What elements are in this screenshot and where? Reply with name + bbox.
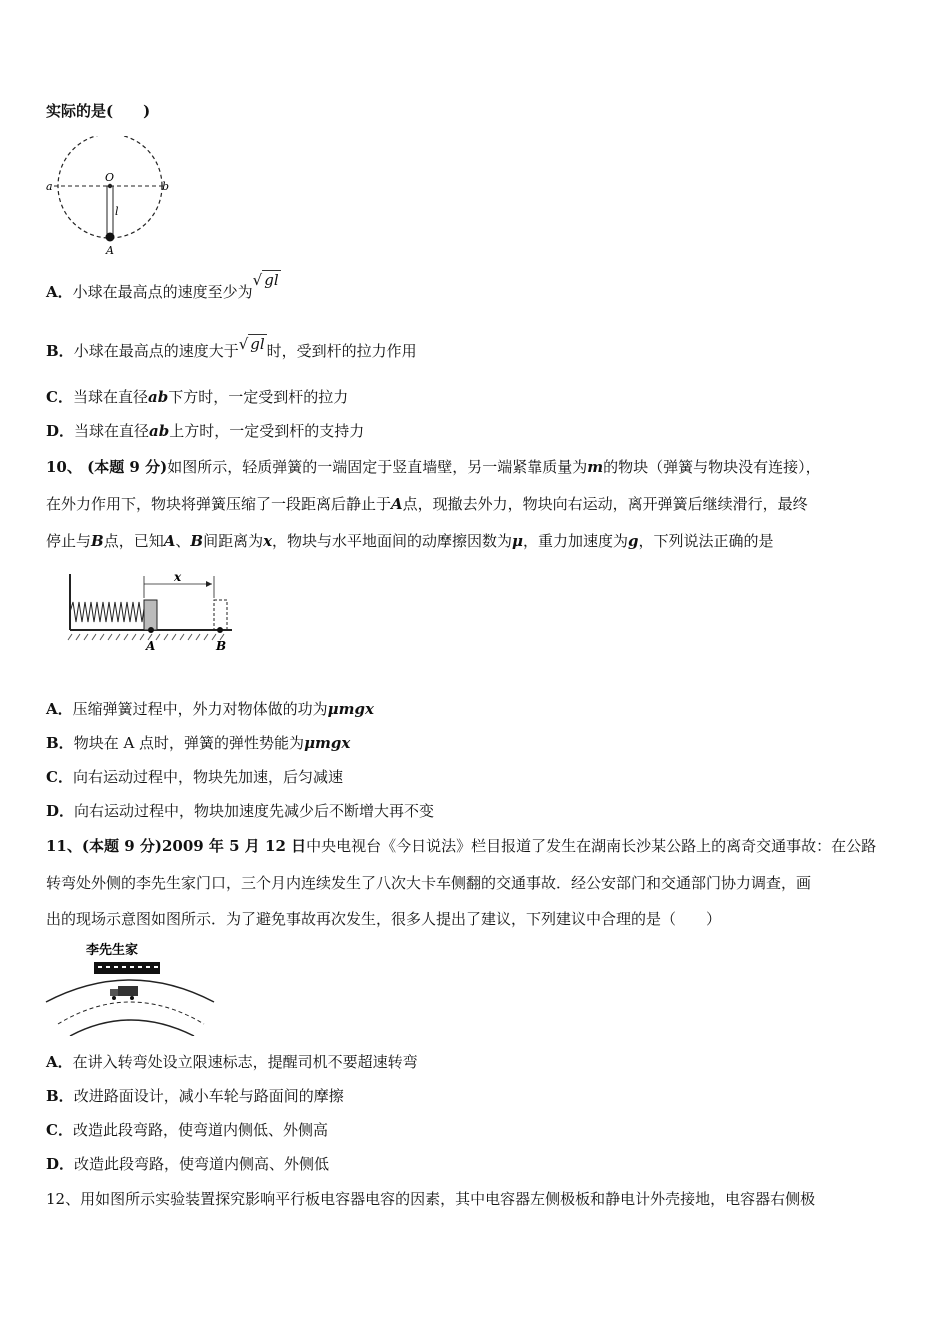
label-b: B — [216, 639, 227, 653]
point-b — [217, 627, 223, 633]
q9-option-c: C．当球在直径ab下方时，一定受到杆的拉力 — [46, 388, 349, 406]
label-A: A — [106, 244, 114, 257]
q10-option-b: B．物块在 A 点时，弹簧的弹性势能为μmgx — [46, 734, 351, 752]
house-label: 李先生家 — [86, 943, 139, 958]
truck-cab — [110, 989, 118, 996]
label-a: a — [46, 180, 53, 193]
q10-option-d: D．向右运动过程中，物块加速度先减少后不断增大再不变 — [46, 802, 435, 820]
q11-line-3: 出的现场示意图如图所示．为了避免事故再次发生，很多人提出了建议，下列建议中合理的是（ ） — [46, 910, 722, 928]
ball-a — [106, 233, 115, 242]
q9-option-b: B．小球在最高点的速度大于√ gl 时，受到杆的拉力作用 — [46, 335, 417, 360]
q11-option-a: A．在讲入转弯处设立限速标志，提醒司机不要超速转弯 — [46, 1053, 418, 1071]
block-at-a — [144, 600, 157, 630]
q11-road-figure — [44, 938, 216, 1036]
arrowhead — [206, 581, 212, 587]
q11-option-c: C．改造此段弯路，使弯道内侧低、外侧高 — [46, 1121, 328, 1139]
q11-line-2: 转弯处外侧的李先生家门口，三个月内连续发生了八次大卡车侧翻的交通事故．经公安部门和交通部门协力调查，画 — [46, 874, 812, 892]
q11-option-d: D．改造此段弯路，使弯道内侧高、外侧低 — [46, 1155, 330, 1173]
q10-line-2: 在外力作用下，物块将弹簧压缩了一段距离后静止于A点，现撤去外力，物块向右运动，离开弹簧后继续滑行，最终 — [46, 495, 808, 513]
q9-question-tail: 实际的是( ) — [46, 102, 151, 120]
road-inner-edge — [70, 1020, 194, 1036]
spring — [70, 602, 151, 622]
truck-body — [118, 986, 138, 996]
point-a — [148, 627, 154, 633]
q11-line-1: 11、(本题 9 分)2009 年 5 月 12 日中央电视台《今日说法》栏目报道了发生在湖南长沙某公路上的离奇交通事故：在公路 — [46, 837, 877, 855]
label-l: l — [115, 205, 119, 218]
q9-option-d: D．当球在直径ab上方时，一定受到杆的支持力 — [46, 422, 365, 440]
block-at-b — [214, 600, 227, 630]
rod — [107, 186, 113, 236]
q10-line-1: 10、 (本题 9 分)如图所示，轻质弹簧的一端固定于竖直墙壁，另一端紧靠质量为m的物块（弹簧与物块没有连接）， — [46, 458, 821, 476]
label-x: x — [174, 570, 182, 584]
q10-option-a: A．压缩弹簧过程中，外力对物体做的功为μmgx — [46, 700, 374, 718]
label-o: O — [105, 171, 115, 184]
sqrt-gl: √ gl — [252, 271, 279, 289]
q10-line-3: 停止与B点，已知A、B间距离为x，物块与水平地面间的动摩擦因数为μ，重力加速度为g，下列说法正确的是 — [46, 532, 774, 550]
q10-option-c: C．向右运动过程中，物块先加速，后匀减速 — [46, 768, 343, 786]
label-b: b — [162, 180, 170, 193]
label-a: A — [146, 639, 156, 653]
truck-wheel — [112, 996, 116, 1000]
house — [94, 962, 160, 974]
q9-option-a: A．小球在最高点的速度至少为√ gl — [46, 271, 279, 301]
sqrt-gl: √ gl — [238, 335, 265, 353]
q9-circle-figure — [44, 136, 174, 260]
q12-line-1: 12、用如图所示实验装置探究影响平行板电容器电容的因素，其中电容器左侧极板和静电计外壳接地，电容器右侧极 — [46, 1190, 816, 1208]
truck-wheel — [130, 996, 134, 1000]
q11-option-b: B．改进路面设计，减小车轮与路面间的摩擦 — [46, 1087, 344, 1105]
q10-spring-figure — [64, 568, 236, 656]
